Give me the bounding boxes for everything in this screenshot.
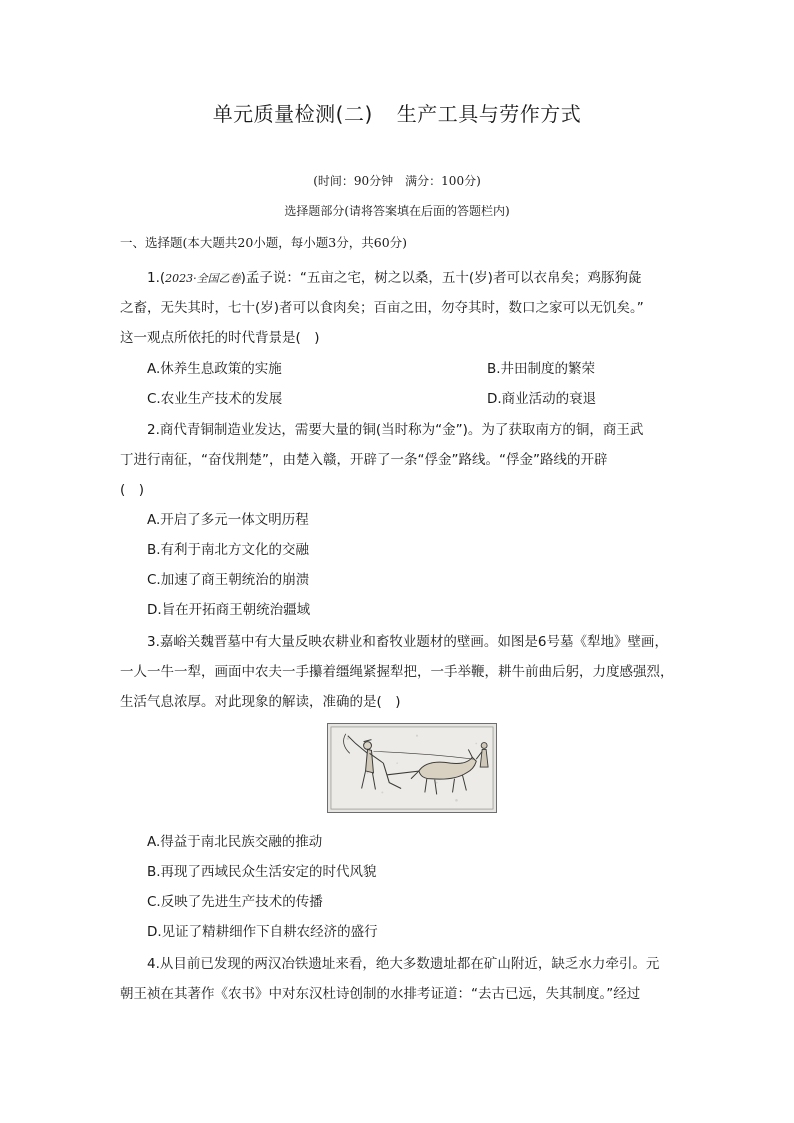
q1-line-3: 这一观点所依托的时代背景是( ): [120, 330, 320, 346]
mural-plowing-image: [327, 723, 497, 813]
q3-line-3: 生活气息浓厚。对此现象的解读，准确的是( ): [120, 694, 401, 710]
q4-line-1: 4.从目前已发现的两汉冶铁遗址来看，绝大多数遗址都在矿山附近，缺乏水力牵引。元: [147, 956, 660, 972]
page-title: [0, 98, 794, 127]
q3-line-2: 一人一牛一犁，画面中农夫一手攥着缰绳紧握犁把，一手举鞭，耕牛前曲后躬，力度感强烈，: [120, 664, 674, 680]
q3-option-b: B.再现了西域民众生活安定的时代风貌: [147, 864, 377, 880]
q1-option-a: A.休养生息政策的实施: [147, 361, 282, 377]
q2-option-d: D.旨在开拓商王朝统治疆域: [147, 602, 311, 618]
q2-option-b: B.有利于南北方文化的交融: [147, 542, 310, 558]
q3-option-c: C.反映了先进生产技术的传播: [147, 894, 323, 910]
section-heading: 选择题部分(请将答案填在后面的答题栏内): [284, 204, 510, 218]
exam-meta: (时间：90分钟 满分：100分): [313, 174, 481, 188]
q1-line-1: 1.(2023·全国乙卷)孟子说：“五亩之宅，树之以桑，五十(岁)者可以衣帛矣；鸡豚狗彘: [147, 270, 642, 286]
title-part-1: 单元质量检测(二): [212, 102, 373, 126]
q2-line-1: 2.商代青铜制造业发达，需要大量的铜(当时称为“金”)。为了获取南方的铜，商王武: [147, 422, 644, 438]
title-part-2: 生产工具与劳作方式: [396, 102, 582, 126]
q1-option-b: B.井田制度的繁荣: [487, 361, 596, 377]
q3-option-a: A.得益于南北民族交融的推动: [147, 834, 323, 850]
part-heading: 一、选择题(本大题共20小题，每小题3分，共60分): [120, 235, 408, 250]
q2-option-c: C.加速了商王朝统治的崩溃: [147, 572, 310, 588]
q1-option-c: C.农业生产技术的发展: [147, 391, 283, 407]
q4-line-2: 朝王祯在其著作《农书》中对东汉杜诗创制的水排考证道：“去古已远，失其制度。”经过: [120, 986, 641, 1002]
q3-option-d: D.见证了精耕细作下自耕农经济的盛行: [147, 924, 378, 940]
q1-line-2: 之畜，无失其时，七十(岁)者可以食肉矣；百亩之田，勿夺其时，数口之家可以无饥矣。”: [120, 300, 644, 316]
q1-option-d: D.商业活动的衰退: [487, 391, 597, 407]
q2-option-a: A.开启了多元一体文明历程: [147, 512, 309, 528]
q3-line-1: 3.嘉峪关魏晋墓中有大量反映农耕业和畜牧业题材的壁画。如图是6号墓《犁地》壁画，: [147, 634, 668, 650]
q2-line-3: ( ): [120, 482, 145, 498]
q1-source: 2023·全国乙卷: [165, 272, 241, 285]
q2-line-2: 丁进行南征，“奋伐荆楚”，由楚入赣，开辟了一条“俘金”路线。“俘金”路线的开辟: [120, 452, 608, 468]
